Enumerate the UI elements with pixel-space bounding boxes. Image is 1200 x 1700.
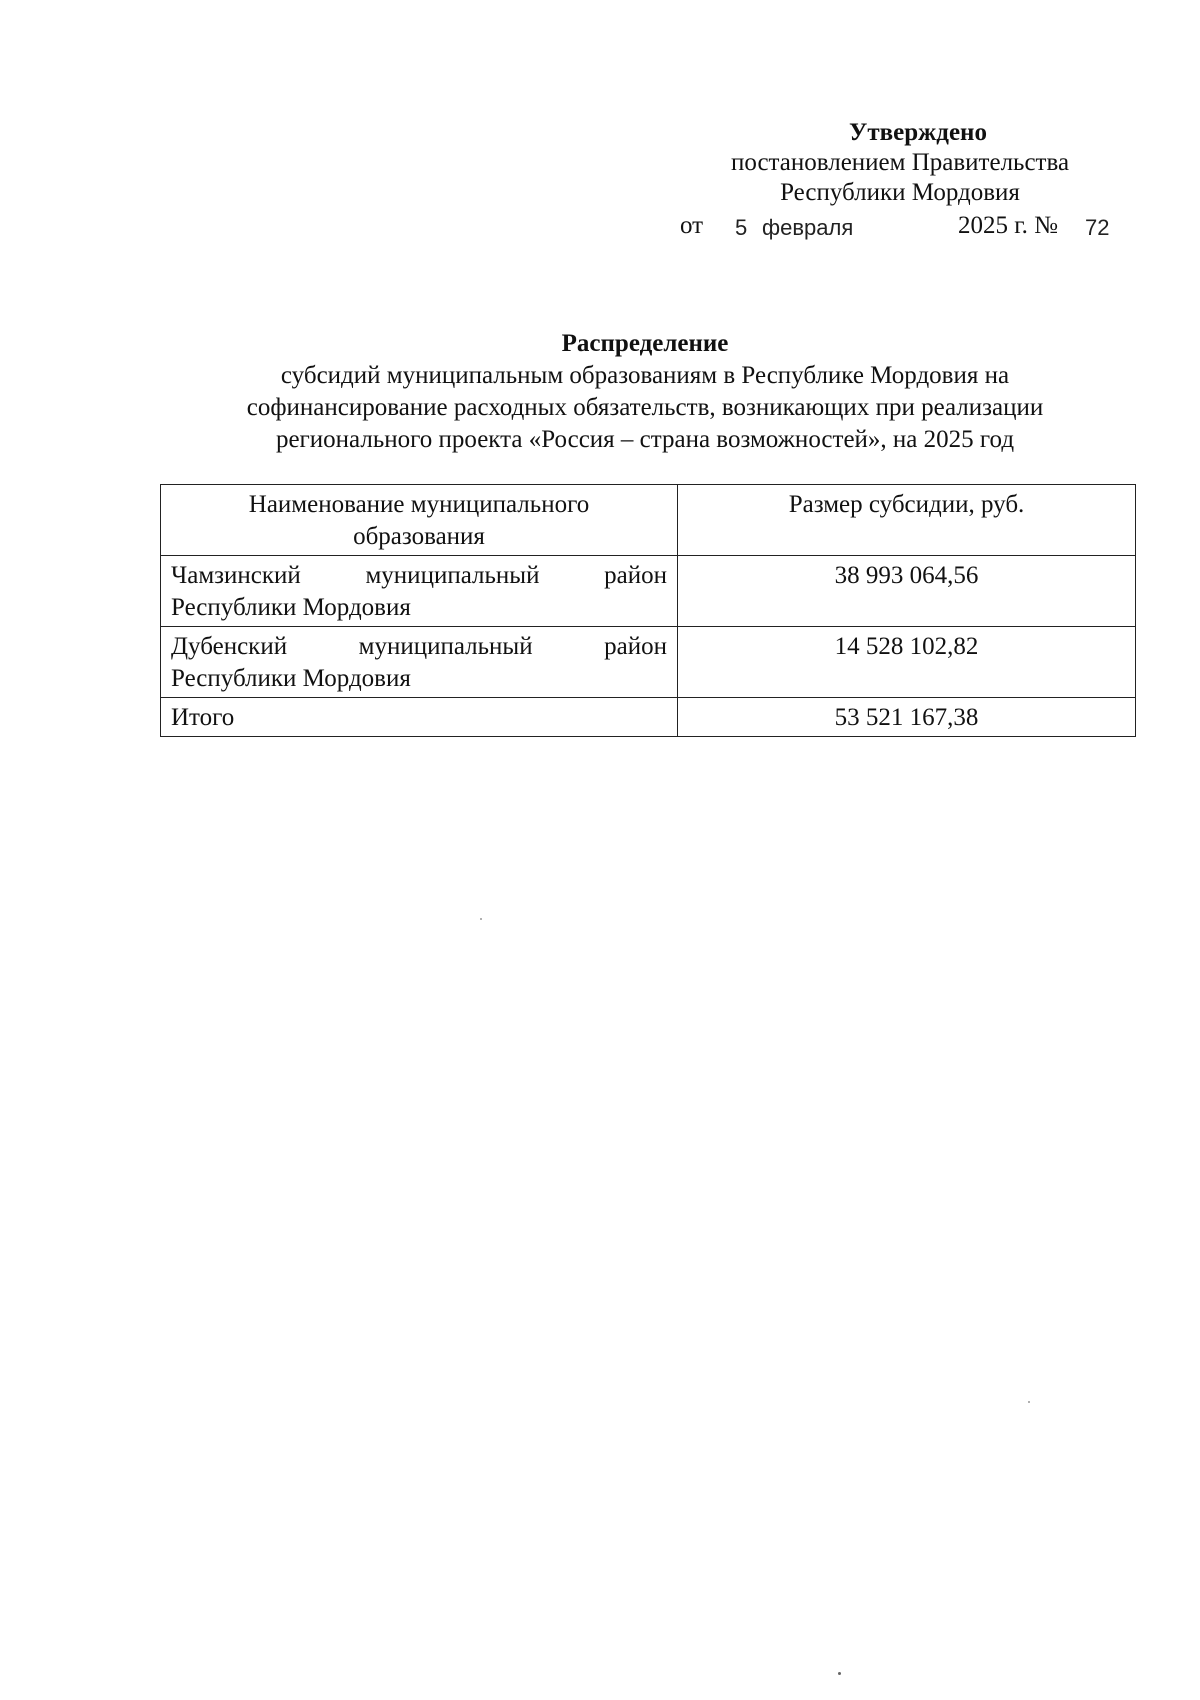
municipality-word-2: муниципальный	[365, 562, 540, 589]
municipality-cell	[161, 556, 678, 627]
table-row	[161, 556, 1136, 627]
title-line-2: софинансирование расходных обязательств, возникающих при реализации	[246, 394, 1044, 421]
approval-heading: Утверждено	[849, 119, 987, 146]
table-total-row	[161, 698, 1136, 737]
scan-speck	[480, 918, 482, 920]
municipality-word-1: Дубенский	[171, 633, 288, 660]
date-day: 5	[735, 215, 748, 240]
subsidy-table	[160, 484, 1136, 737]
municipality-line-2: Республики Мордовия	[171, 665, 411, 692]
header-municipality	[161, 485, 678, 556]
municipality-word-3: район	[604, 562, 667, 589]
date-prefix: от	[680, 212, 704, 239]
table-row	[161, 627, 1136, 698]
title-heading: Распределение	[561, 330, 729, 357]
approval-line-1: постановлением Правительства	[730, 149, 1070, 176]
scan-speck	[1028, 1401, 1030, 1403]
document-number: 72	[1085, 215, 1110, 240]
date-month: февраля	[762, 215, 854, 240]
total-amount: 53 521 167,38	[678, 698, 1136, 737]
approval-line-2: Республики Мордовия	[780, 179, 1020, 206]
document-title	[150, 328, 1140, 456]
approval-block	[690, 118, 1110, 208]
municipality-line-2: Республики Мордовия	[171, 594, 411, 621]
table-header-row	[161, 485, 1136, 556]
municipality-word-3: район	[604, 633, 667, 660]
header-amount: Размер субсидии, руб.	[678, 485, 1136, 556]
municipality-cell	[161, 627, 678, 698]
amount-cell: 14 528 102,82	[678, 627, 1136, 698]
municipality-word-1: Чамзинский	[171, 562, 301, 589]
title-line-3: регионального проекта «Россия – страна возможностей», на 2025 год	[275, 426, 1015, 453]
amount-cell: 38 993 064,56	[678, 556, 1136, 627]
municipality-word-2: муниципальный	[358, 633, 533, 660]
title-line-1: субсидий муниципальным образованиям в Республике Мордовия на	[280, 362, 1010, 389]
scan-speck	[838, 1672, 841, 1675]
header-municipality-line-1: Наименование муниципального	[248, 491, 590, 518]
total-label: Итого	[161, 698, 678, 737]
approval-date-line	[680, 212, 1120, 244]
date-year: 2025 г. №	[958, 212, 1059, 239]
header-municipality-line-2: образования	[353, 523, 485, 550]
